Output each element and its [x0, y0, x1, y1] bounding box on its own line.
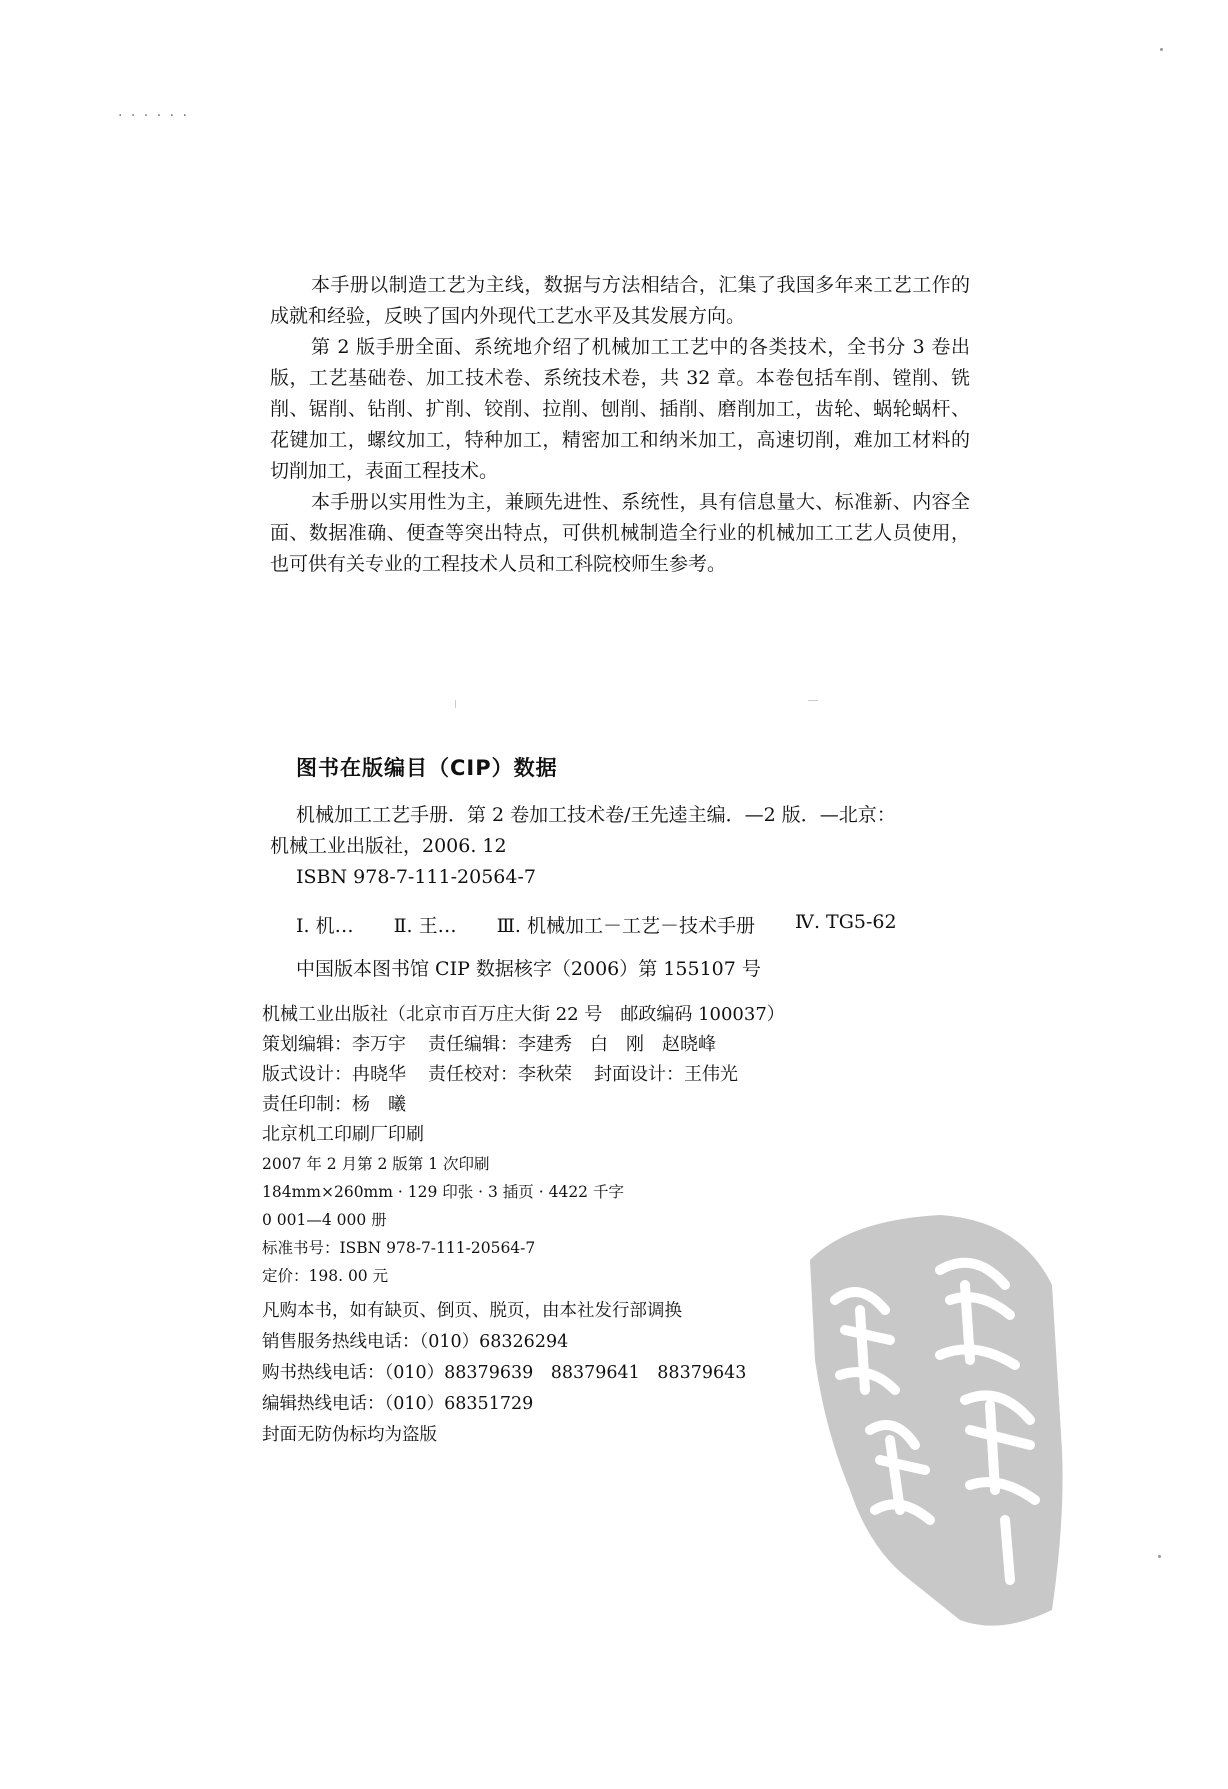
cip-classification	[296, 911, 990, 938]
anti-piracy-notice: 封面无防伪标均为盗版	[262, 1425, 437, 1445]
scan-speck	[1158, 1555, 1161, 1558]
cip-isbn: ISBN 978-7-111-20564-7	[296, 866, 536, 888]
publisher-address: 机械工业出版社（北京市百万庄大街 22 号 邮政编码 100037）	[262, 1004, 785, 1025]
cip-class-1: Ⅰ. 机…	[296, 915, 354, 937]
corner-marks: · · · · · ·	[118, 108, 189, 124]
cip-line-2: 机械工业出版社，2006. 12	[270, 835, 507, 857]
cip-data	[270, 752, 990, 981]
editorial-hotline: 编辑热线电话：（010）68351729	[262, 1394, 534, 1414]
cover-design: 封面设计：王伟光	[594, 1064, 738, 1085]
design-row	[262, 1060, 982, 1090]
sales-hotline: 销售服务热线电话：（010）68326294	[262, 1332, 569, 1352]
publication-info	[262, 1000, 982, 1451]
scan-speck	[808, 700, 818, 701]
cip-class-2: Ⅱ. 王…	[393, 915, 457, 937]
proofreader: 责任校对：李秋荣	[428, 1064, 572, 1085]
cip-title: 图书在版编目（CIP）数据	[296, 756, 558, 780]
print-run: 0 001—4 000 册	[262, 1211, 387, 1229]
layout-design: 版式设计：冉晓华	[262, 1064, 406, 1085]
replacement-notice: 凡购本书，如有缺页、倒页、脱页，由本社发行部调换	[262, 1301, 682, 1321]
format: 184mm×260mm · 129 印张 · 3 插页 · 4422 千字	[262, 1183, 624, 1201]
responsible-editor: 责任编辑：李建秀 白 刚 赵晓峰	[428, 1034, 716, 1055]
price: 定价：198. 00 元	[262, 1267, 389, 1285]
cip-check-number: 中国版本图书馆 CIP 数据核字（2006）第 155107 号	[296, 958, 761, 980]
planning-editor: 策划编辑：李万宇	[262, 1034, 406, 1055]
book-introduction	[270, 270, 970, 580]
cip-class-3: Ⅲ. 机械加工－工艺－技术手册	[496, 915, 755, 937]
intro-paragraph-1: 本手册以制造工艺为主线，数据与方法相结合，汇集了我国多年来工艺工作的成就和经验，反映了国内外现代工艺水平及其发展方向。	[270, 274, 970, 327]
scan-speck	[1160, 48, 1163, 51]
intro-paragraph-2: 第 2 版手册全面、系统地介绍了机械加工工艺中的各类技术，全书分 3 卷出版，工艺基础卷、加工技术卷、系统技术卷，共 32 章。本卷包括车削、镗削、铣削、锯削、钻削、扩削、铰削、拉削、刨削、插削、磨削加工，齿轮、蜗轮蜗杆、花键加工，螺纹加工，特种加工，精密加工和纳米加工，高速切削，难加工材料的切削加工，表面工程技术。	[270, 336, 970, 482]
cip-class-4: Ⅳ. TG5-62	[795, 911, 897, 933]
edition: 2007 年 2 月第 2 版第 1 次印刷	[262, 1155, 490, 1173]
scan-speck	[455, 700, 456, 708]
intro-paragraph-3: 本手册以实用性为主，兼顾先进性、系统性，具有信息量大、标准新、内容全面、数据准确、便查等突出特点，可供机械制造全行业的机械加工工艺人员使用，也可供有关专业的工程技术人员和工科院校师生参考。	[270, 491, 970, 575]
standard-number: 标准书号：ISBN 978-7-111-20564-7	[262, 1239, 536, 1257]
cip-bibliographic	[270, 800, 990, 893]
purchase-hotline: 购书热线电话：（010）88379639 88379641 88379643	[262, 1363, 747, 1383]
editors-row	[262, 1030, 982, 1060]
print-supervisor: 责任印制：杨 曦	[262, 1094, 406, 1115]
cip-line-1: 机械加工工艺手册．第 2 卷加工技术卷/王先逵主编．—2 版．—北京：	[296, 804, 896, 826]
printer: 北京机工印刷厂印刷	[262, 1124, 424, 1145]
